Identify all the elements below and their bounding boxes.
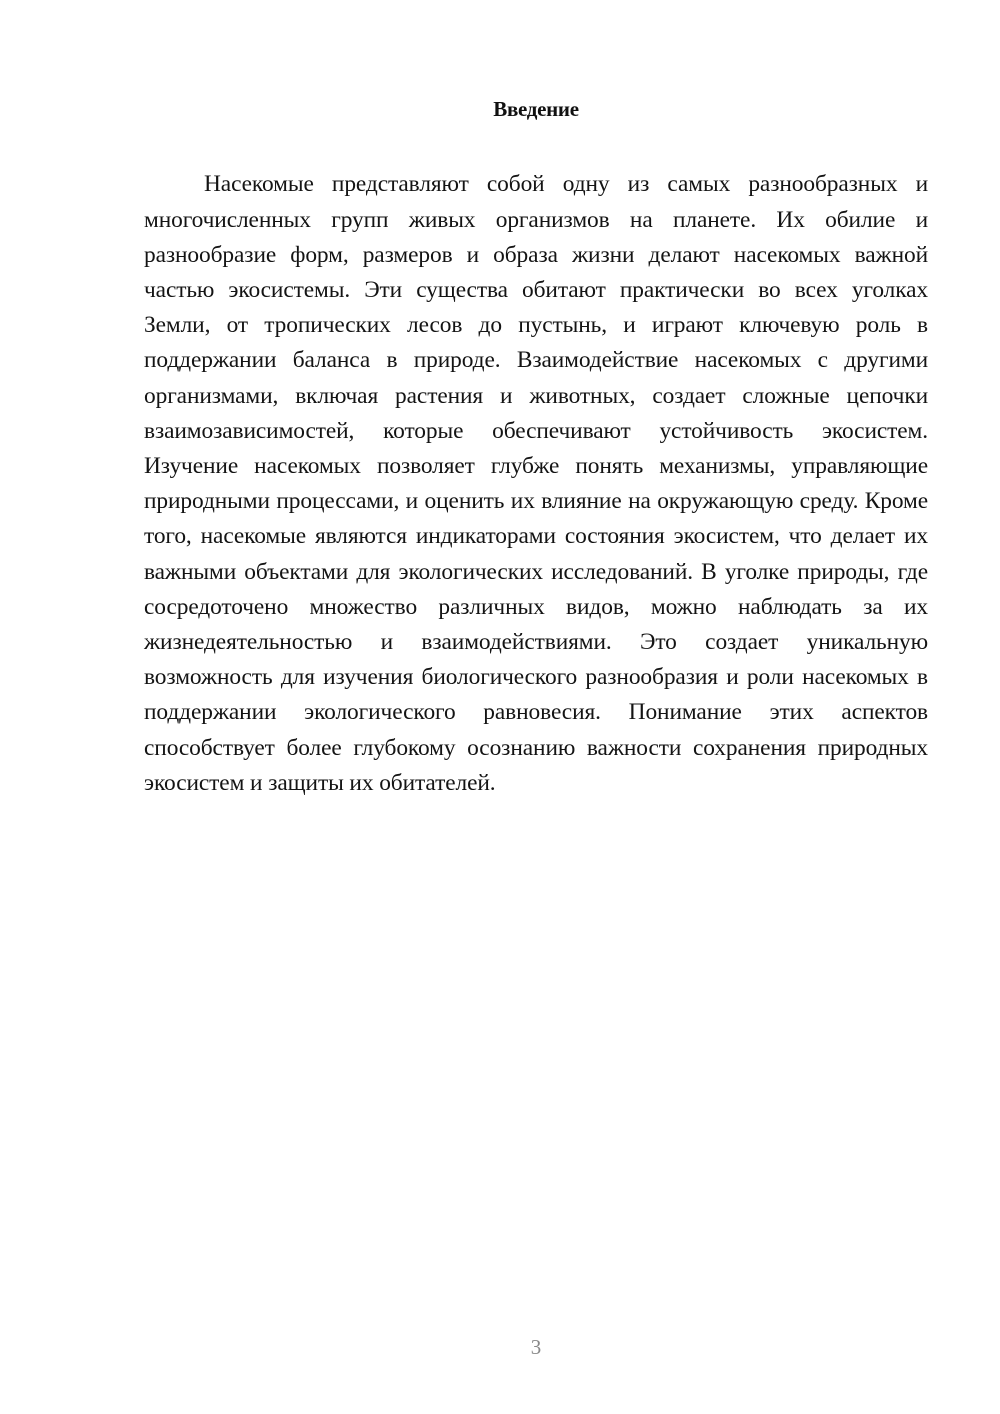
section-heading: Введение (493, 97, 579, 121)
page-number: 3 (530, 1335, 542, 1359)
body-paragraph: Насекомые представляют собой одну из самых разнообразных и многочисленных групп живых организмов на планете. Их обилие и разнообразие форм, размеров и образа жизни делают насекомых важной частью экосистемы. Эти существа обитают практически во всех уголках Земли, от тропических лесов до пустынь, и играют ключевую роль в поддержании баланса в природе. Взаимодействие насекомых с другими организмами, включая растения и животных, создает сложные цепочки взаимозависимостей, которые обеспечивают устойчивость экосистем. Изучение насекомых позволяет глубже понять механизмы, управляющие природными процессами, и оценить их влияние на окружающую среду. Кроме того, насекомые являются индикаторами состояния экосистем, что делает их важными объектами для экологических исследований. В уголке природы, где сосредоточено множество различных видов, можно наблюдать за их жизнедеятельностью и взаимодействиями. Это создает уникальную возможность для изучения биологического разнообразия и роли насекомых в поддержании экологического равновесия. Понимание этих аспектов способствует более глубокому осознанию важности сохранения природных экосистем и защиты их обитателей. (144, 171, 928, 796)
